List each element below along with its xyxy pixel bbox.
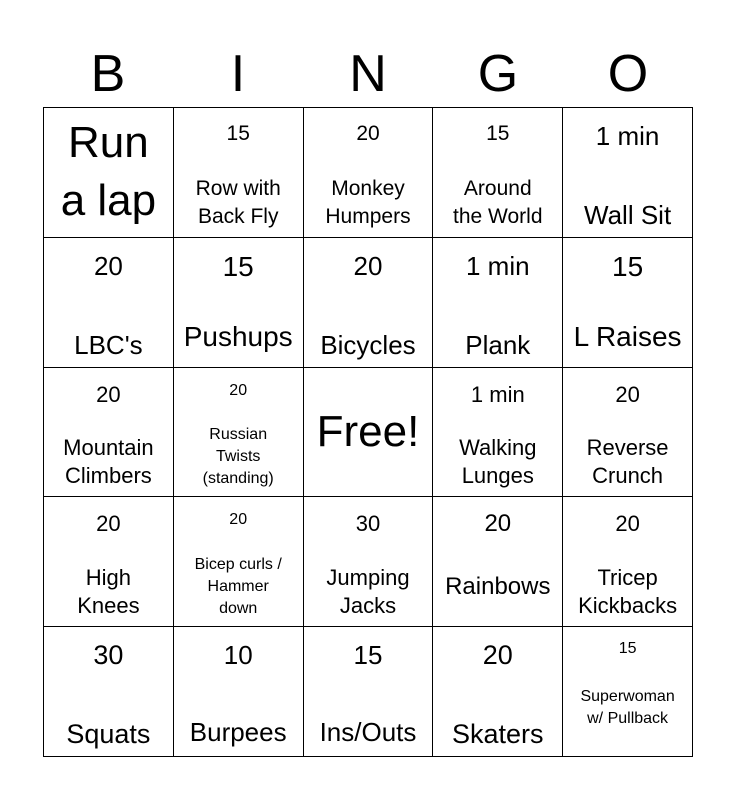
bingo-cell[interactable] [44,627,174,757]
free-space-label: Free! [316,406,420,456]
bingo-cell[interactable] [563,627,693,757]
cell-count: 20 [484,510,512,538]
bingo-cell[interactable] [304,108,434,238]
bingo-cell[interactable] [174,497,304,627]
bingo-cell[interactable] [563,497,693,627]
cell-count: 20 [96,381,121,407]
cell-exercise: Ins/Outs [319,717,417,747]
bingo-cell[interactable] [433,627,563,757]
cell-exercise: Walking Lunges [459,435,537,489]
cell-exercise: Monkey Humpers [325,176,411,228]
header-letter-b: B [90,45,126,103]
cell-exercise: Rainbows [445,573,551,601]
bingo-cell[interactable] [304,627,434,757]
cell-count: 1 min [595,121,660,151]
cell-count: 20 [229,511,248,529]
cell-exercise: Burpees [189,717,287,747]
bingo-cell[interactable] [563,108,693,238]
cell-count: 15 [226,122,250,145]
bingo-cell[interactable] [44,238,174,368]
bingo-grid [43,107,693,757]
cell-count: 20 [356,122,380,145]
cell-exercise: Row with Back Fly [195,176,281,228]
cell-exercise: Bicycles [320,329,416,360]
cell-count: 15 [486,122,510,145]
cell-count: 1 min [470,381,525,407]
bingo-cell[interactable] [433,108,563,238]
cell-exercise: Russian Twists (standing) [202,426,274,488]
cell-exercise: Pushups [183,320,293,352]
cell-exercise: Tricep Kickbacks [578,565,678,619]
cell-exercise: Squats [66,719,151,749]
bingo-cell[interactable] [174,627,304,757]
bingo-cell[interactable] [304,497,434,627]
cell-exercise: Around the World [453,176,543,228]
cell-exercise: L Raises [573,320,682,352]
cell-count: 15 [222,250,254,282]
bingo-cell[interactable] [304,238,434,368]
cell-count: 20 [353,250,383,281]
cell-exercise: Plank [465,329,531,360]
cell-exercise: Wall Sit [584,199,672,230]
cell-exercise: LBC's [74,329,143,360]
cell-count: 15 [618,640,637,658]
header-letter-i: I [230,45,246,103]
cell-exercise: Jumping Jacks [326,565,410,619]
free-space[interactable] [304,368,434,498]
bingo-cell[interactable] [174,238,304,368]
bingo-cell[interactable] [433,368,563,498]
cell-exercise: Superwoman w/ Pullback [580,688,675,727]
bingo-header [43,40,693,108]
cell-count: 20 [482,640,513,671]
cell-count: 15 [612,250,644,282]
cell-exercise: Reverse Crunch [586,435,669,489]
header-letter-n: N [349,45,387,103]
cell-count: 20 [229,381,248,399]
cell-count: 30 [93,640,124,671]
cell-count: 20 [93,250,123,281]
cell-exercise: Bicep curls / Hammer down [194,556,282,618]
cell-count: 10 [223,640,253,671]
bingo-cell[interactable] [433,497,563,627]
cell-count: 20 [615,511,640,537]
bingo-cell[interactable] [44,368,174,498]
bingo-cell[interactable] [563,368,693,498]
cell-count: 1 min [466,250,530,281]
cell-exercise: Skaters [452,719,544,749]
bingo-cell[interactable] [563,238,693,368]
cell-count: 20 [96,511,121,537]
cell-count: 30 [355,511,381,537]
bingo-cell[interactable] [433,238,563,368]
header-letter-g: G [477,45,519,103]
cell-exercise: High Knees [77,565,140,619]
cell-count: 15 [353,640,383,671]
bingo-cell[interactable] [174,108,304,238]
header-letter-o: O [607,45,649,103]
bingo-cell[interactable] [174,368,304,498]
bingo-cell[interactable] [44,108,174,238]
cell-main-text: Run a lap [60,118,157,226]
bingo-cell[interactable] [44,497,174,627]
cell-count: 20 [615,381,640,407]
cell-exercise: Mountain Climbers [63,435,154,489]
